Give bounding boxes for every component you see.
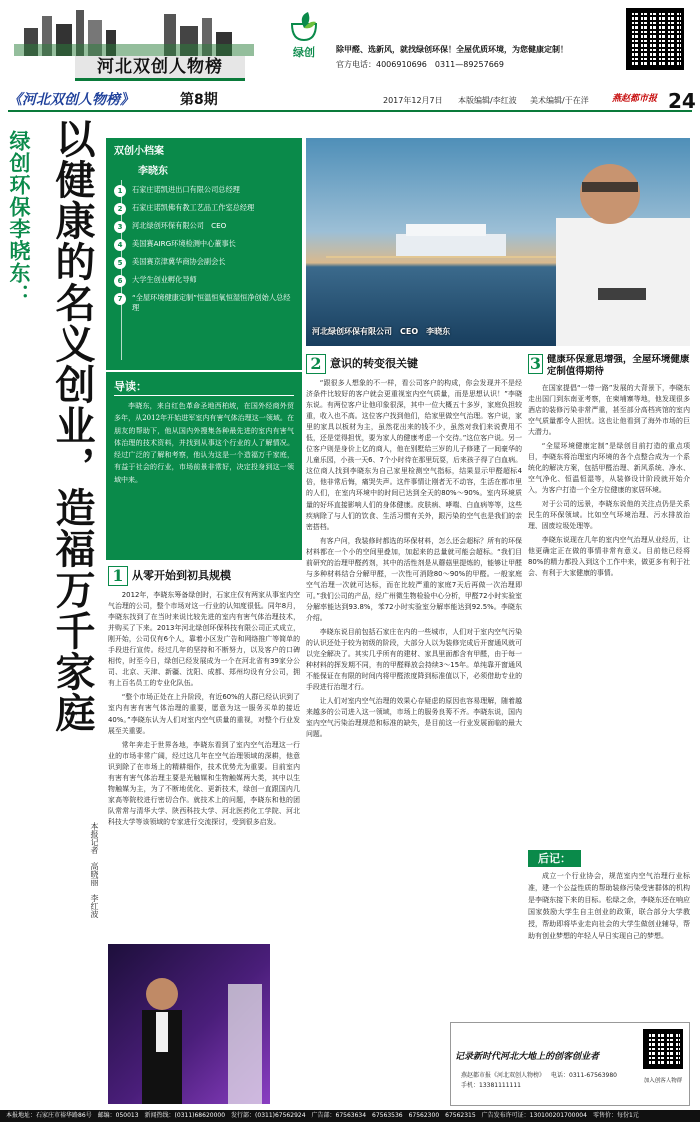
hero-photo-caption: 河北绿创环保有限公司 CEO 李晓东 — [312, 327, 451, 336]
profile-item-text: 河北绿创环保有限公司 CEO — [132, 221, 227, 230]
byline-names: 高晓丽 李红波 — [90, 862, 99, 918]
intro-box — [106, 372, 302, 560]
profile-box — [106, 138, 302, 370]
brand-logo-icon — [288, 10, 320, 42]
section-paragraph: 有客户问，我装修时都选的环保材料，怎么还会超标？所有的环保材料都在一个小的空间里叠加，加起来的总量就可能会超标。“我们目前研究的治理甲醛药剂，其中的活性剂是从蘑菇里提炼的，能够让甲醛与多种材料结合分解甲醛，一次性可消除80～90%的甲醛。一般家庭空气治理一次就可达标，而在比较严重的家庭7天后再做一次治理即可。”我们公司的产品，经广州微生物检验中心分析，甲醛72小时实验室分解率能达到93.8%，苯72小时实验室分解率能达到92.5%。李晓东介绍。 — [306, 536, 522, 622]
section-1-heading — [108, 566, 300, 586]
profile-item-text: “全屋环境健康定制”恒温恒氧恒湿恒净创始人总经理 — [132, 293, 291, 313]
profile-title: 双创小档案 — [114, 146, 164, 157]
ad-mobile: 手机：13381111111 — [461, 1082, 521, 1089]
section-paragraph: 常年奔走于世界各地，李晓东看到了室内空气治理这一行业的市场非常广阔，经过这几年在空气治理领域的深耕，他意识到除了在市场上的精耕细作，技术优势尤为重要。目前室内有害有害气体治理主要是光触媒和生物触媒两大类，其中以生物触媒为主，为了不断地优化、更新技术，绿创一直跟国内几家高等院校进行密切合作。就技术上的问题，李晓东和他的团队常常与清华大学、陕西科技大学、河北医药化工学院、河北科技大学等该领域的专家进行交流探讨，受到很多启发。 — [108, 740, 300, 826]
profile-item-number: 1 — [114, 185, 126, 197]
section-paragraph: “全屋环境健康定制”是绿创目前打造的重点项目，李晓东将治理室内环境的各个点整合成为一个系统化的解决方案，包括甲醛治理、新风系统、净水、空气净化、恒温恒湿等，从装修设计阶段就开始介入，为客户打造一个全方位健康的家居环境。 — [528, 441, 690, 495]
page-number: 24 — [668, 89, 696, 113]
phone-label: 官方电话： — [336, 60, 376, 69]
profile-item-text: 石家庄诺凯佛有教工艺品工作室总经理 — [132, 203, 255, 212]
section-3-title: 健康环保意思增强，全屋环境健康定制值得期待 — [546, 354, 690, 378]
headline-kicker: 绿创环保李晓东： — [7, 130, 31, 306]
profile-item — [114, 221, 294, 233]
section-paragraph: 让人们对室内空气治理的效果心存疑虑的原因也容易理解，随着越来越多的公司进入这一领域，市场上的服务良莠不齐。李晓东说，国内室内空气污染治理规范和标准的缺失，是目前这一行业发展面临的最大问题。 — [306, 697, 522, 739]
profile-item-text: 美国赛京津冀华商协会副会长 — [132, 257, 226, 266]
ad-qr-label: 加入创客人物群 — [643, 1078, 683, 1084]
profile-item — [114, 203, 294, 215]
byline-label: 本报记者 — [90, 822, 99, 854]
profile-item-text: 美国赛AIRG环境检测中心董事长 — [132, 239, 236, 248]
section-paragraph: 2012年，李晓东筹备绿创时，石家庄仅有两家从事室内空气治理的公司，整个市场对这一行业的认知度很低。同年8月，李晓东找到了在当时来说比较先进的室内有害气体治理技术，并购买了下来。2013年河北绿创环保科技有限公司正式成立，刚开始，公司仅有6个人，靠着小区发广告和网络推广等简单的手段进行宣传。经过几年的坚持和不断努力，以及客户的口碑相传，时至今日，绿创已经发展成为一个在河北省有39家分公司、北京、天津、新疆、沈阳、成都、郑州均设有分公司，拥有上百名员工的专业化队伍。 — [108, 591, 300, 688]
section-2-heading — [306, 354, 522, 374]
section-paragraph: “跟很多人想象的不一样，看公司客户的构成，你会发现并不是经济条件比较好的客户就会更重视室内空气质量，而是思想认识！”李晓东说。有两位客户让他印象很深，其中一位大概五十多岁，家庭负担较重，收入也不高。这位客户找到他们，给家里做空气治理。客户说，家里的家具以板材为主，虽然花出来的钱不少，虽然对我们来说费用不低，还是觉得担忧，要为家人的健康考虑一个交待。”这位客户说。另一位客户则是身价上亿的商人，他在别墅给三岁的儿子修建了一间豪华的儿童乐园，小孩一天6、7个小时待在那里玩耍，后来孩子得了白血病。这位商人找到李晓东为自己家里检测空气指标，结果显示甲醛超标4倍，他非常后悔，痛哭失声。这件事情让刚者无不动容，生活在都市里的人们，在室内环境中的时间已达到全天的80%～90%。室内环境质量的好坏直接影响人们的身体健康。皮肤病、哮喘、白血病等等，这些疾病除了与人们的饮食、生活习惯有关外，跟污染的空气也是我们的亲密搭档。 — [306, 379, 522, 531]
headline-title: 以健康的名义创业，造福万千家庭 — [49, 118, 96, 733]
brand-slogan: 除甲醛、选新风，就找绿创环保！全屋优质环境，为您健康定制！ — [336, 45, 568, 54]
epilogue-box — [528, 850, 690, 1018]
profile-item — [114, 185, 294, 197]
section-2-title: 意识的转变很关键 — [330, 357, 418, 371]
profile-item-number: 3 — [114, 221, 126, 233]
intro-text: 李晓东，来自红色革命圣地西柏坡，在国外经商外贸多年，从2012年开始进军室内有害气体治理这一领域。在朋友的帮助下，他从国内外搜集各种最先进的室内有害气体治理的技术资料，并找到从事这个行业的人了解情况。经过广泛的了解和考察，他认为这是一个造福万千家庭，有益于社会的行业，市场前景非常好，决定投身到这一领域中来。 — [114, 402, 294, 484]
ad-qr-code — [643, 1029, 683, 1069]
section-paragraph: 李晓东说现在几年的室内空气治理从业经历，让他更确定正在做的事情非常有意义。目前他已经将80%的精力都投入到这个工作中来，做更多有利于社会、有利于大家健康的事情。 — [528, 536, 690, 578]
ad-company: 燕赵都市报《河北双创人物榜》 — [461, 1072, 546, 1079]
epilogue-label: 后记： — [528, 850, 581, 867]
section-1-number: 1 — [108, 566, 128, 586]
profile-items — [114, 185, 294, 313]
ad-phone: 电话：0311-67563980 — [551, 1072, 617, 1079]
section-2-number: 2 — [306, 354, 326, 374]
footer: 本报地址：石家庄市裕华路86号 邮编：050013 新闻热线：(0311)68620000 发行部：(0311)67562924 广告部：67563634 67563536 67562300 67562315 广告发布许可证：130100201700004 零售价：每份1元 — [0, 1110, 700, 1122]
official-phone — [336, 59, 504, 71]
profile-item — [114, 293, 294, 313]
phone-numbers: 4006910696 0311—89257669 — [376, 60, 504, 69]
issue-column-name: 《河北双创人物榜》 — [8, 92, 134, 108]
issue-number: 第8期 — [180, 92, 218, 108]
section-1 — [108, 566, 300, 942]
issue-bar — [8, 88, 696, 113]
hero-photo — [306, 138, 690, 346]
profile-item-number: 4 — [114, 239, 126, 251]
epilogue-text: 成立一个行业协会，规范室内空气治理行业标准，建一个公益性质的帮助装修污染受害群体的机构是李晓东接下来的目标。松绿之余，李晓东还在响应国家鼓励大学生自主创业的政策，联合部分大学教授，帮助即将毕业走向社会的大学生做创业辅导，帮助有创业梦想的年轻人早日实现自己的梦想。 — [528, 872, 690, 940]
profile-item — [114, 275, 294, 287]
section-2 — [306, 354, 522, 1106]
profile-item — [114, 239, 294, 251]
profile-item — [114, 257, 294, 269]
paper-name: 燕赵都市报 — [612, 94, 658, 104]
column-title: 河北双创人物榜 — [75, 56, 245, 81]
recruit-ad — [450, 1022, 690, 1106]
profile-item-text: 石家庄诺凯进出口有限公司总经理 — [132, 185, 240, 194]
issue-date: 2017年12月7日 — [383, 96, 443, 105]
ad-slogan: 记录新时代河北大地上的创客创业者 — [455, 1052, 600, 1062]
issue-editor: 本版编辑/李红波 — [458, 96, 517, 105]
masthead — [0, 0, 700, 84]
city-skyline-illustration — [14, 6, 254, 56]
section-paragraph: 李晓东说目前包括石家庄在内的一些城市，人们对于室内空气污染的认识还处于较为初级的阶段，大部分人以为装修完成后开窗通风就可以完全解决了。其实几乎所有的建材、家具里面都含有甲醛，由于每一种材料的挥发期不同，有的甲醛释放会持续3～15年。单纯靠开窗通风不能保证在有限的时间内将甲醛浓度降到标准值以下，必须借助专业的手段进行治理才行。 — [306, 628, 522, 692]
section-3-heading — [528, 354, 690, 379]
section-3-number: 3 — [529, 354, 542, 373]
brand-qr-code — [626, 8, 684, 70]
section-paragraph: 对于公司的远景，李晓东说他的关注点仍是关系民生的环保领域。比如空气环境治理、污水排放治理、固废垃圾处理等。 — [528, 500, 690, 531]
section-1-title: 从零开始到初具规模 — [132, 569, 231, 583]
byline — [66, 822, 102, 952]
brand-name: 绿创 — [293, 46, 315, 59]
stage-photo — [108, 944, 270, 1104]
intro-label: 导读： — [114, 378, 294, 396]
profile-item-number: 7 — [114, 293, 126, 305]
profile-name: 李晓东 — [138, 165, 168, 177]
profile-item-text: 大学生创业孵化导师 — [132, 275, 197, 284]
issue-art-editor: 美术编辑/于在洋 — [530, 96, 589, 105]
section-3 — [528, 354, 690, 844]
profile-item-number: 2 — [114, 203, 126, 215]
section-paragraph: “整个市场正处在上升阶段，有近60%的人群已经认识到了室内有害有害气体治理的重要，愿意为这一服务买单的接近40%。”李晓东认为人们对室内空气质量的重视，对整个行业发展至关重要。 — [108, 693, 300, 735]
section-paragraph: 在国家提倡“一带一路”发展的大背景下，李晓东走出国门到东南亚考察，在柬埔寨等地，他发现很多酒店的装修污染非常严重，甚至部分高档宾馆的室内空气质量都令人担忧。这也让他看到了海外市场的巨大潜力。 — [528, 383, 690, 436]
profile-item-number: 6 — [114, 275, 126, 287]
profile-item-number: 5 — [114, 257, 126, 269]
